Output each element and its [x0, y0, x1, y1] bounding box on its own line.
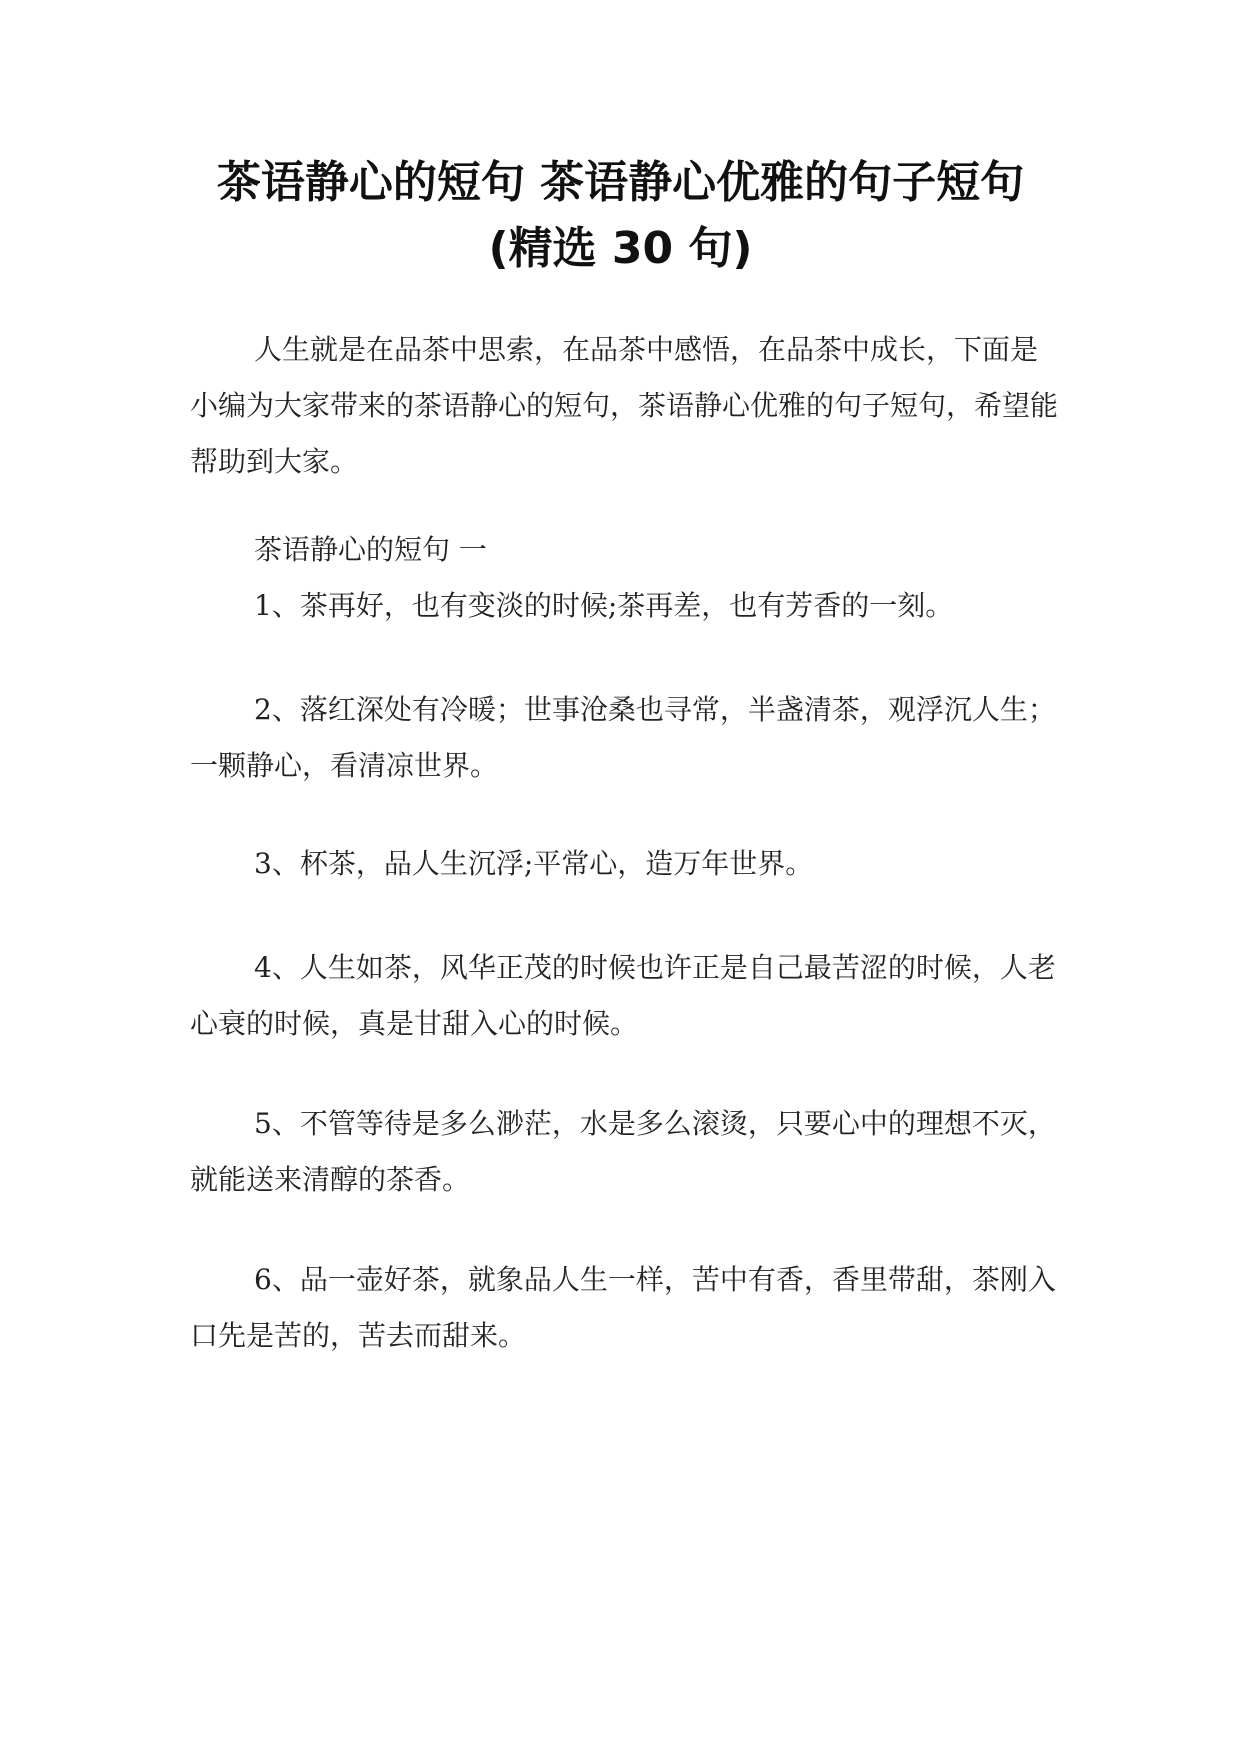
quote-item-4: 4、人生如茶，风华正茂的时候也许正是自己最苦涩的时候，人老心衰的时候，真是甘甜入心的时候。 — [190, 951, 1056, 1040]
quote-item-6: 6、品一壶好茶，就象品人生一样，苦中有香，香里带甜，茶刚入口先是苦的，苦去而甜来。 — [190, 1263, 1056, 1352]
section-heading: 茶语静心的短句 一 — [254, 533, 487, 566]
quote-item-5: 5、不管等待是多么渺茫，水是多么滚烫，只要心中的理想不灭，就能送来清醇的茶香。 — [190, 1107, 1056, 1196]
page-title: 茶语静心的短句 茶语静心优雅的句子短句 — [216, 157, 1025, 208]
quote-item-3: 3、杯茶，品人生沉浮;平常心，造万年世界。 — [254, 847, 814, 880]
quote-item-1: 1、茶再好，也有变淡的时候;茶再差，也有芳香的一刻。 — [254, 589, 954, 622]
intro-paragraph: 人生就是在品茶中思索，在品茶中感悟，在品茶中成长，下面是小编为大家带来的茶语静心的短句，茶语静心优雅的句子短句，希望能帮助到大家。 — [190, 333, 1059, 478]
quote-item-2: 2、落红深处有冷暖；世事沧桑也寻常，半盏清茶，观浮沉人生；一颗静心，看清凉世界。 — [190, 693, 1056, 782]
page-subtitle: (精选 30 句) — [488, 223, 753, 274]
